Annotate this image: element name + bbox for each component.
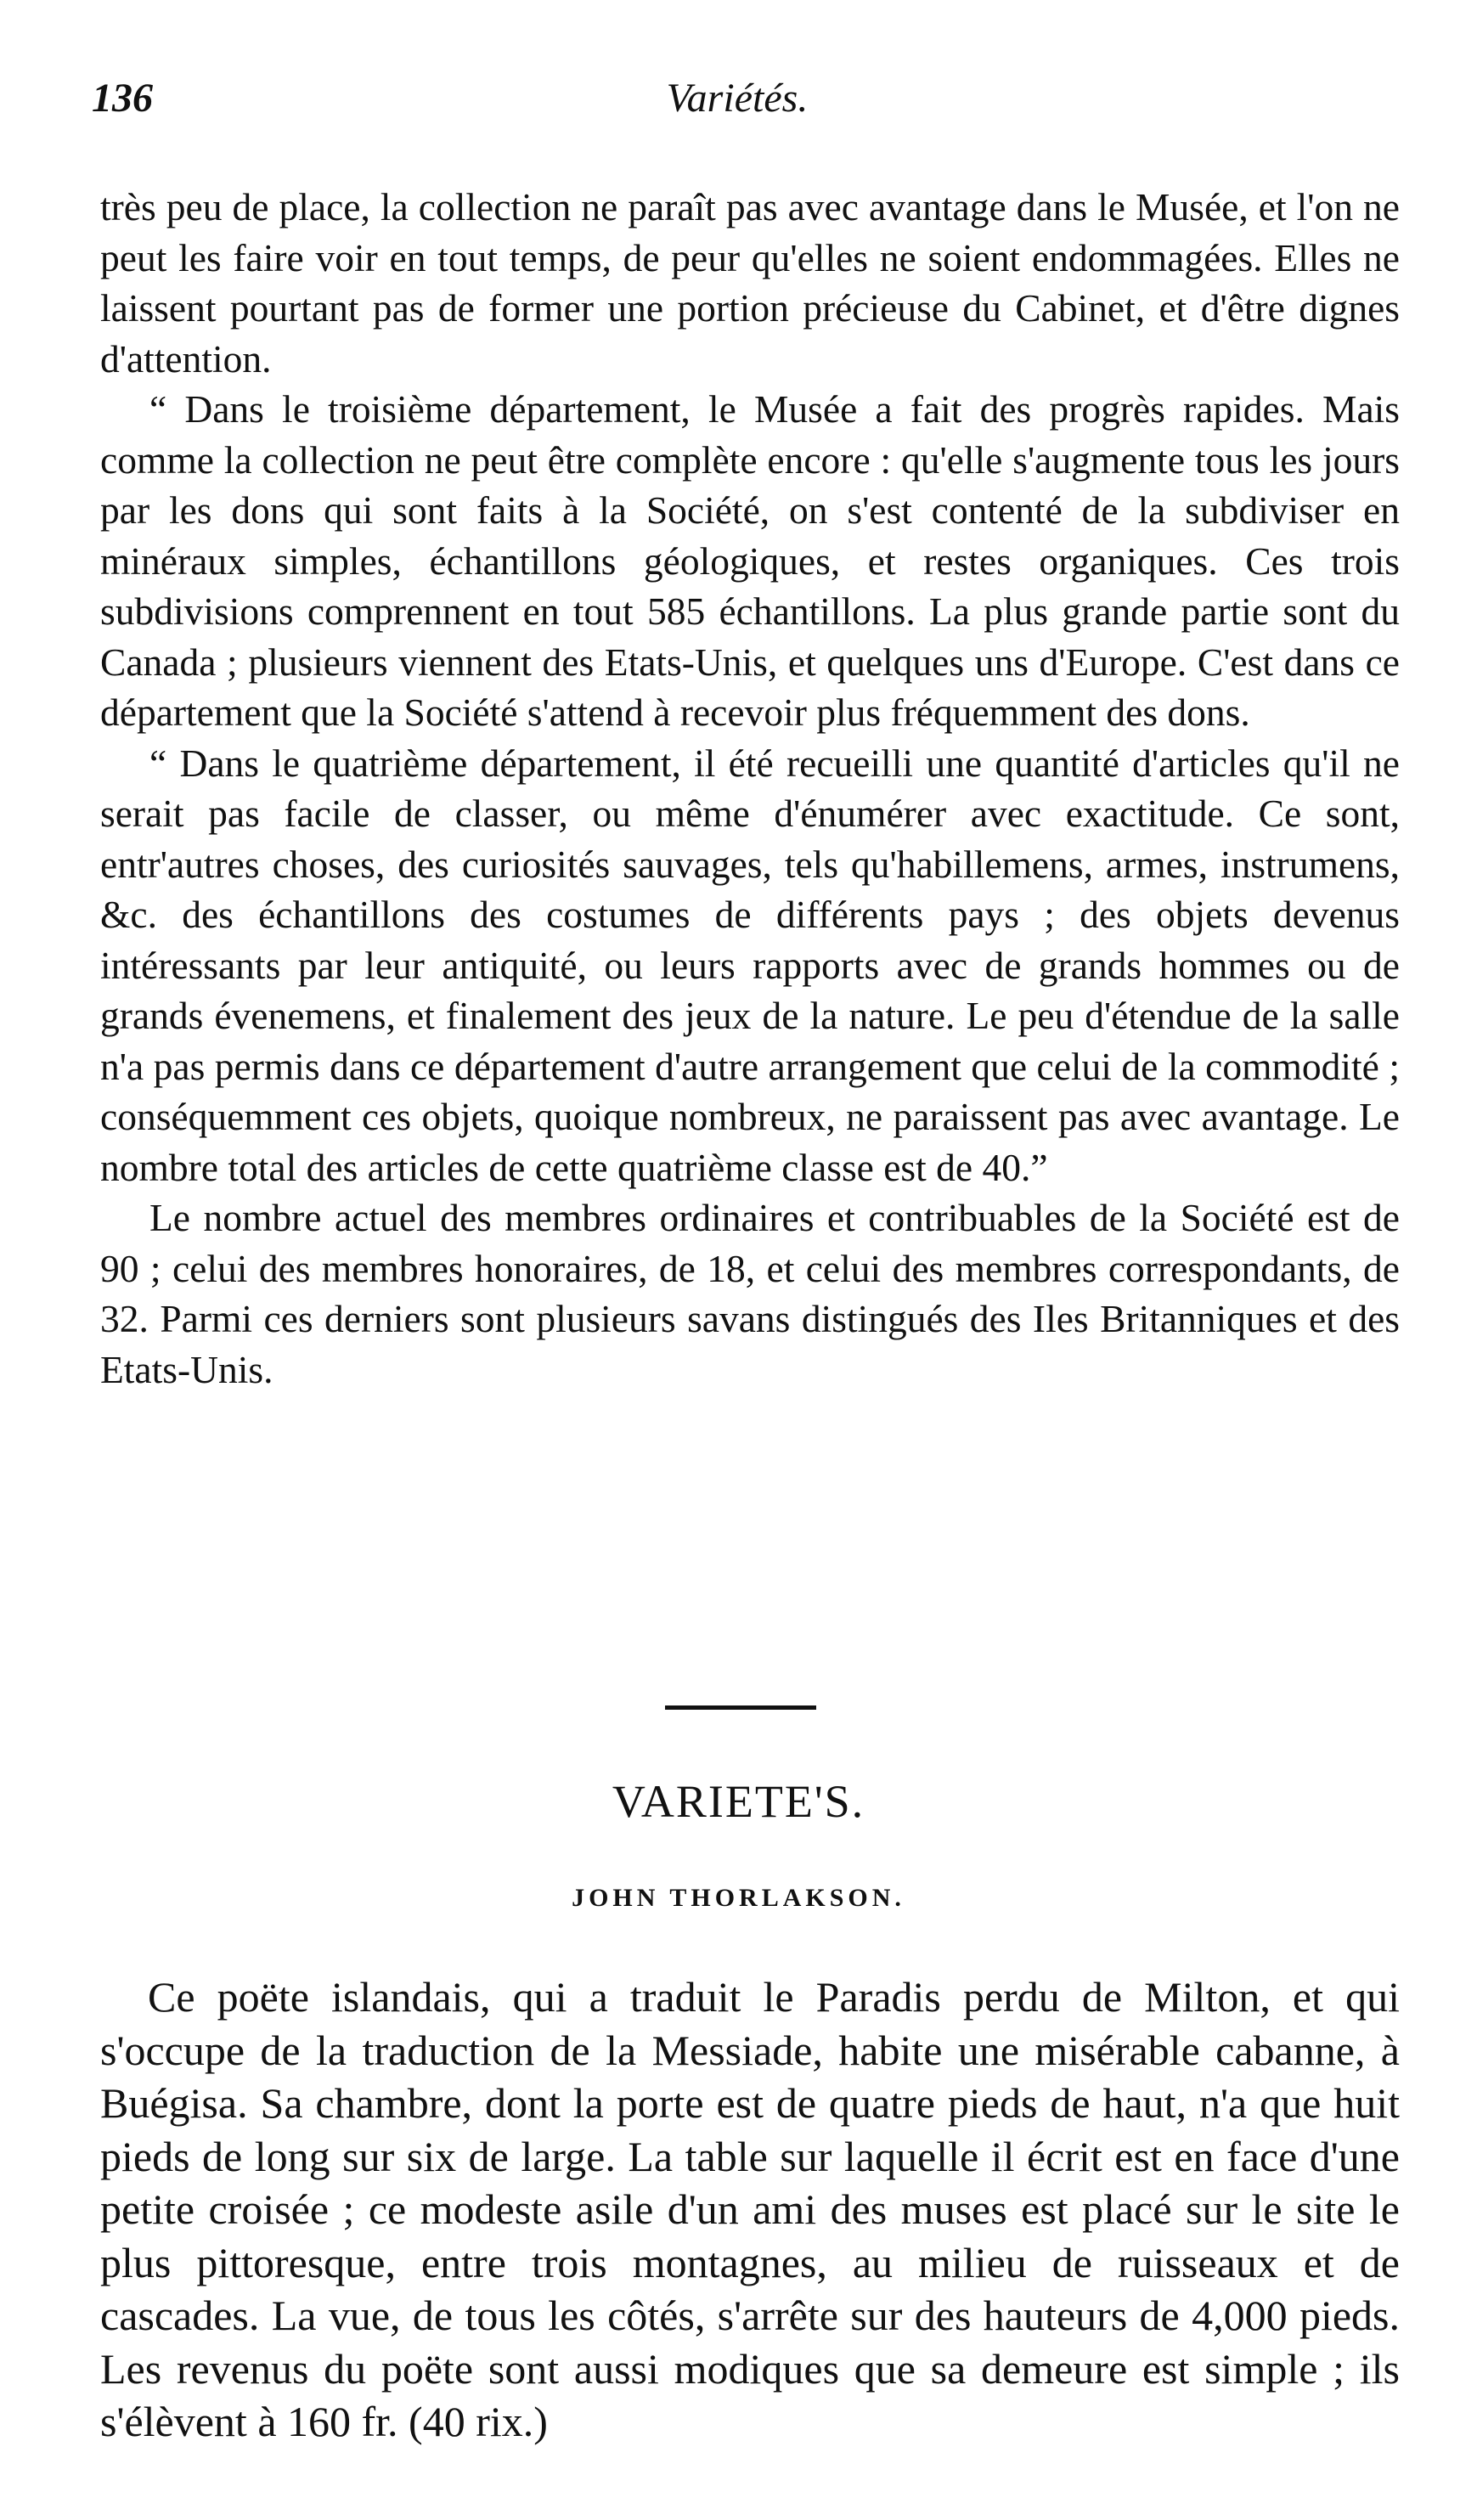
paragraph-members: Le nombre actuel des membres ordinaires et contribuables de la Société est de 90 ; celui des membres honoraires, de 18, et celui des membres correspondants, de 32. Parmi ces derniers sont plusieurs savans distingués des Iles Britanniques et des Etats-Unis. — [100, 1196, 1400, 1391]
paragraph-continued: très peu de place, la collection ne paraît pas avec avantage dans le Musée, et l'on ne peut les faire voir en tout temps, de peur qu'elles ne soient endommagées. Elles ne laissent pourtant pas de former une portion précieuse du Cabinet, et d'être dignes d'attention. — [100, 185, 1400, 381]
section-title: VARIETE'S. — [612, 1776, 865, 1827]
paragraph-thorlakson: Ce poëte islandais, qui a traduit le Paradis perdu de Milton, et qui s'occupe de la traduction de la Messiade, habite une misérable cabanne, à Buégisa. Sa chambre, dont la porte est de quatre pieds de haut, n'a que huit pieds de long sur six de large. La table sur laquelle il écrit est en face d'une petite croisée ; ce modeste asile d'un ami des muses est placé sur le site le plus pittoresque, entre trois montagnes, au milieu de ruisseaux et de cascades. La vue, de tous les côtés, s'arrête sur des hauteurs de 4,000 pieds. Les revenus du poëte sont aussi modiques que sa demeure est simple ; ils s'élèvent à 160 fr. (40 rix.) — [100, 1973, 1400, 2445]
running-head — [92, 75, 1383, 134]
paragraph-third-department: “ Dans le troisième département, le Musée a fait des progrès rapides. Mais comme la collection ne peut être complète encore : qu'elle s'augmente tous les jours par les dons qui sont faits à la Société, on s'est contenté de la subdiviser en minéraux simples, échantillons géologiques, et restes organiques. Ces trois subdivisions comprennent en tout 585 échantillons. La plus grande partie sont du Canada ; plusieurs viennent des Etats-Unis, et quelques uns d'Europe. C'est dans ce département que la Société s'attend à recevoir plus fréquemment des dons. — [100, 387, 1400, 734]
continued-article — [100, 182, 1400, 1395]
thorlakson-article — [100, 1970, 1400, 2449]
page-number: 136 — [92, 76, 153, 121]
section-subtitle: JOHN THORLAKSON. — [572, 1884, 905, 1912]
paragraph-fourth-department: “ Dans le quatrième département, il été recueilli une quantité d'articles qu'il ne serait pas facile de classer, ou même d'énumérer avec exactitude. Ce sont, entr'autres choses, des curiosités sauvages, tels qu'habillemens, armes, instrumens, &c. des échantillons des costumes de différents pays ; des objets devenus intéressants par leur antiquité, ou leurs rapports avec de grands hommes ou de grands évenemens, et finalement des jeux de la nature. Le peu d'étendue de la salle n'a pas permis dans ce département d'autre arrangement que celui de la commodité ; conséquemment ces objets, quoique nombreux, ne paraissent pas avec avantage. Le nombre total des articles de cette quatrième classe est de 40.” — [100, 741, 1400, 1189]
running-title: Variétés. — [666, 76, 809, 121]
section-divider — [665, 1705, 816, 1710]
